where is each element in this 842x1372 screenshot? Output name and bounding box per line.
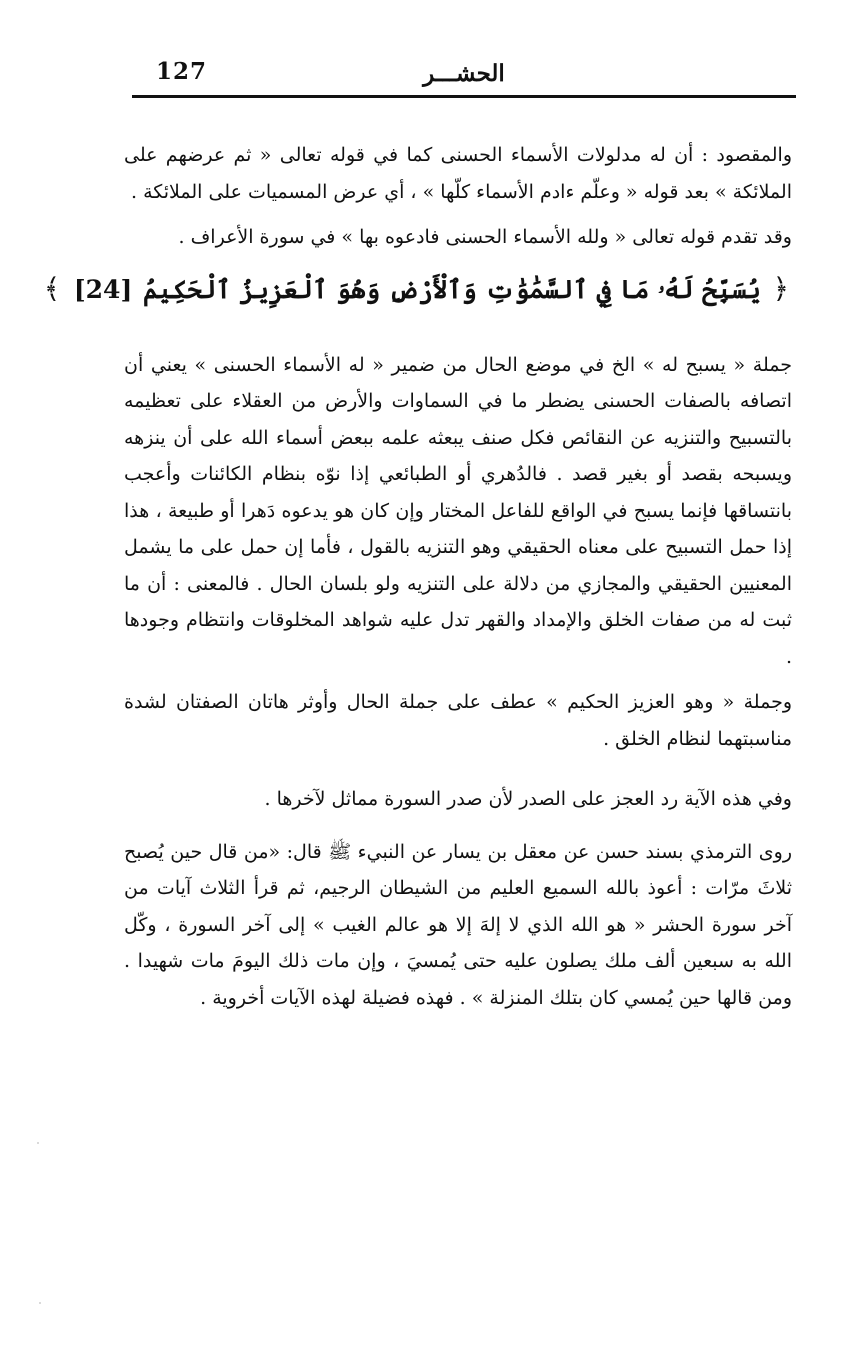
paragraph-spacer [124,210,792,219]
paragraph-spacer [124,757,792,781]
scan-speck [39,1302,41,1304]
verse-open-bracket: ﴿ [772,271,789,305]
page-body [43,137,792,1016]
paragraph-hadith-tirmidhi: روى الترمذي بسند حسن عن معقل بن يسار عن النبيء ﷺ قال: «من قال حين يُصبح ثلاثَ مرّات : أعوذ بالله السميع العليم من الشيطان الرجيم، ثم قرأ الثلاث آيات من آخر سورة الحشر « هو الله الذي لا إلهَ إلا هو عالم الغيب » إلى آخر السورة ، وكّل الله به سبعين ألف ملك يصلون عليه حتى يُمسيَ ، وإن مات ذلك اليومَ مات شهيدا . ومن قالها حين يُمسي كان بتلك المنزلة » . فهذه فضيلة لهذه الآيات أخروية . [124,840,792,1009]
scan-speck [37,1142,39,1144]
page-number: 127 [156,58,208,85]
verse-number: [24] [73,274,133,304]
paragraph-spacer [124,675,792,684]
header-rule [132,95,796,98]
quran-verse [43,268,792,311]
paragraph-maqsud: والمقصود : أن له مدلولات الأسماء الحسنى كما في قوله تعالى « ثم عرضهم على الملائكة » بعد قوله « وعلّم ءادم الأسماء كلّها » ، أي عرض المسميات على الملائكة . [124,144,792,203]
paragraph-spacer [124,818,792,834]
paragraph-aziz-hakim: وجملة « وهو العزيز الحكيم » عطف على جملة الحال وأوثر هاتان الصفتان لشدة مناسبتهما لنظام الخلق . [124,691,792,750]
verse-text: يُسَبِّحُ لَهُۥ مَا فِي ٱلسَّمَٰوَٰتِ وَٱلْأَرْضِ وَهُوَ ٱلْعَزِيزُ ٱلْحَكِيمُ [143,274,761,304]
verse-close-bracket: ﴾ [43,271,61,305]
page-header [132,58,796,98]
running-title: الحشـــر [423,60,505,87]
paragraph-tasbih-explanation: جملة « يسبح له » الخ في موضع الحال من ضمير « له الأسماء الحسنى » يعني أن اتصافه بالصفات الحسنى يضطر ما في السماوات والأرض من العقلاء على تعظيمه بالتسبيح والتنزيه عن النقائص فكل صنف يبعثه علمه ببعض أسماء الله على أن ينزهه ويسبحه بقصد أو بغير قصد . فالدُهري أو الطبائعي إذا نوّه بنظام الكائنات وأعجب بانتساقها فإنما يسبح في الواقع للفاعل المختار وإن كان هو يدعوه دَهرا أو طبيعة ، هذا إذا حمل التسبيح على معناه الحقيقي وهو التنزيه بالقول ، فأما إن حمل على ما يشمل المعنيين الحقيقي والمجازي من دلالة على التنزيه ولو بلسان الحال . فالمعنى : أن ما ثبت له من صفات الخلق والإمداد والقهر تدل عليه شواهد المخلوقات وانتظام وجودها . [124,353,792,668]
paragraph-araf-reference: وقد تقدم قوله تعالى « ولله الأسماء الحسنى فادعوه بها » في سورة الأعراف . [178,226,792,248]
paragraph-radd-al-ajz: وفي هذه الآية رد العجز على الصدر لأن صدر السورة مماثل لآخرها . [264,788,792,810]
